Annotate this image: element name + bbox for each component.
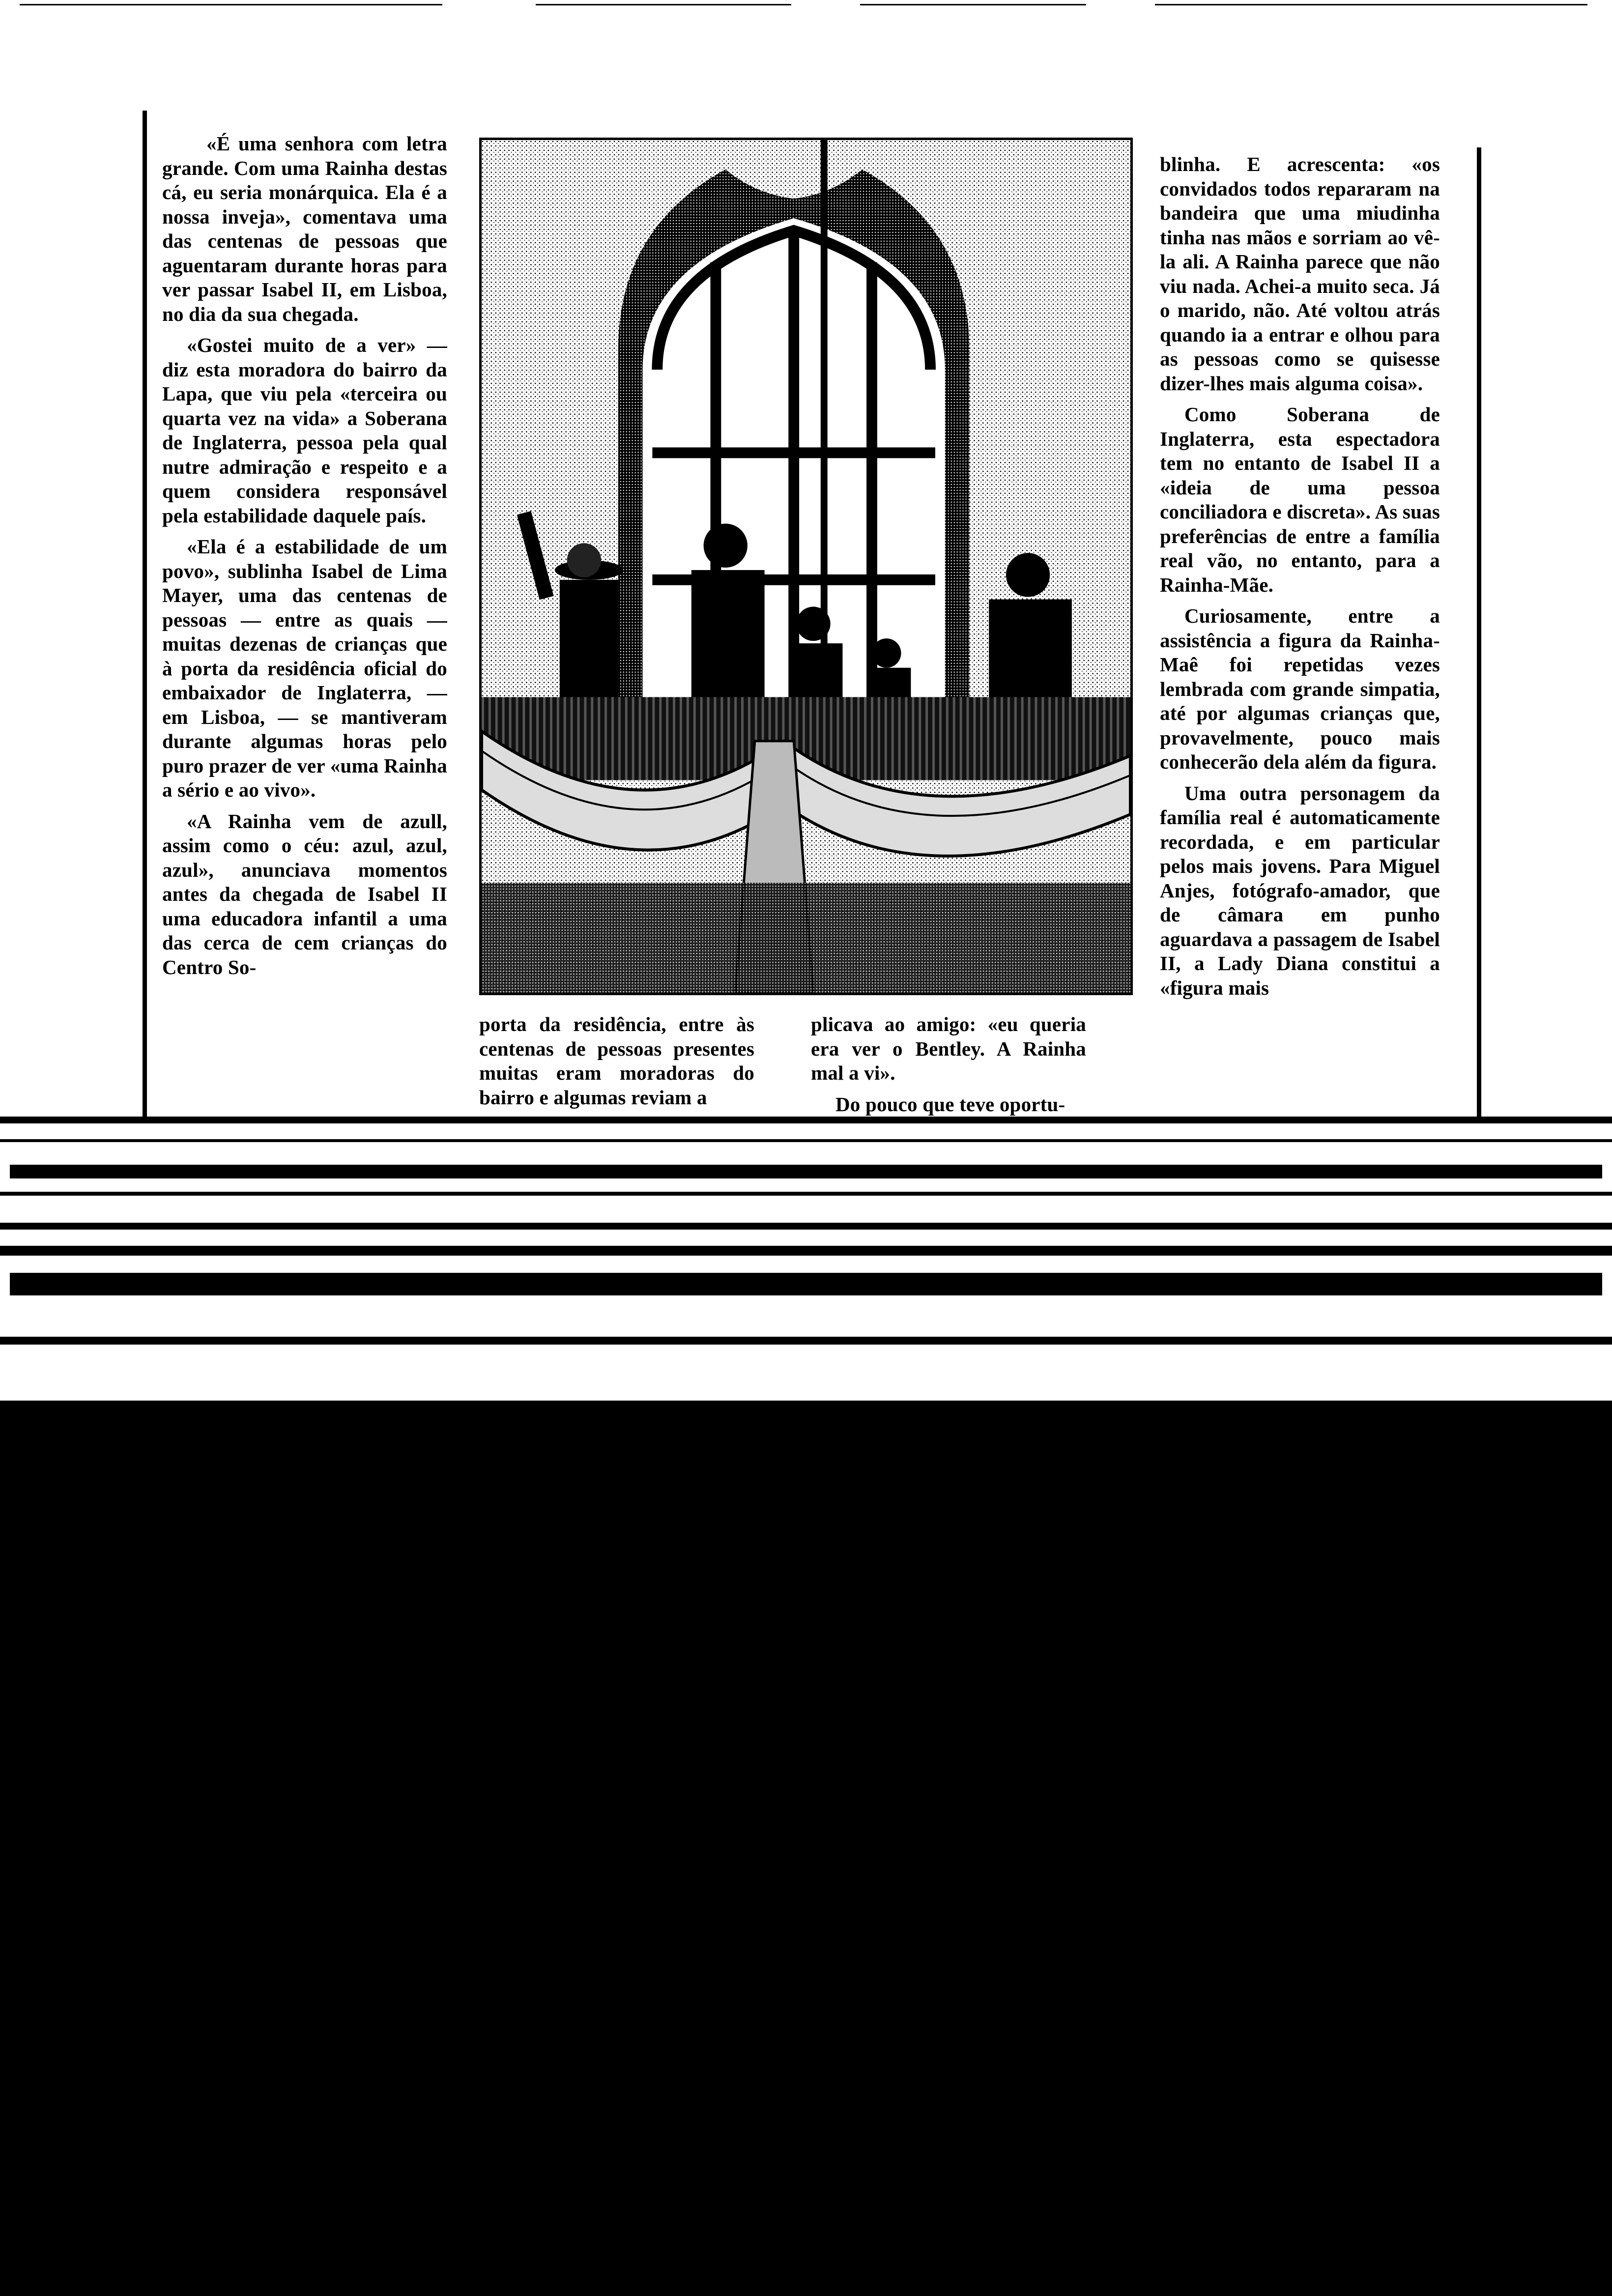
paragraph: «Gostei muito de a ver» — diz esta moradora do bairro da Lapa, que viu pela «terceira ou quarta vez na vida» a Soberana de Inglaterra, pessoa pela qual nutre admiração e respeito e a quem considera responsável pela estabilidade daquele país.	[162, 334, 447, 527]
article-middle-right-column	[811, 1012, 1086, 1123]
top-scan-rule	[20, 4, 442, 5]
paragraph: plicava ao amigo: «eu queria era ver o Bentley. A Rainha mal a vi».	[811, 1013, 1086, 1084]
right-column-rule	[1477, 147, 1481, 1120]
scan-band	[10, 1273, 1602, 1295]
scan-band	[0, 1117, 1612, 1123]
scan-band	[0, 1223, 1612, 1230]
paragraph: Do pouco que teve oportu-	[835, 1092, 1065, 1116]
paragraph: Como Soberana de Inglaterra, esta espectadora tem no entanto de Isabel II a «ideia de uma pessoa conciliadora e discreta». As suas preferências de entre a família real vão, no entanto, para a Rainha-Mãe.	[1160, 403, 1440, 596]
paragraph: «Ela é a estabilidade de um povo», sublinha Isabel de Lima Mayer, uma das centenas de pessoas — entre as quais — muitas dezenas de crianças que à porta da residência oficial do embaixador de Inglaterra, — em Lisboa, — se mantiveram durante algumas horas pelo puro prazer de ver «uma Rainha a sério e ao vivo».	[162, 535, 447, 801]
article-middle-left-column	[479, 1012, 754, 1117]
scan-band	[0, 1337, 1612, 1345]
paragraph: porta da residência, entre às centenas de pessoas presentes muitas eram moradoras do bairro e algumas reviam a	[479, 1013, 754, 1109]
top-scan-rule	[536, 4, 791, 5]
paragraph: «A Rainha vem de azull, assim como o céu: azul, azul, azul», anunciava momentos antes da chegada de Isabel II uma educadora infantil a uma das cerca de cem crianças do Centro So-	[162, 809, 447, 978]
paragraph: «É uma senhora com letra grande. Com uma Rainha destas cá, eu seria monárquica. Ela é a nossa inveja», comentava uma das centenas de pessoas que aguentaram durante horas para ver passar Isabel II, em Lisboa, no dia da sua chegada.	[162, 132, 447, 325]
scan-band	[0, 1139, 1612, 1142]
scan-black-region	[0, 1401, 1612, 2296]
paragraph: Uma outra personagem da família real é automaticamente recordada, e em particular pelos mais jovens. Para Miguel Anjes, fotógrafo-amador, que de câmara em punho aguardava a passagem de Isabel II, a Lady Diana constitui a «figura mais	[1160, 781, 1440, 999]
paragraph: blinha. E acrescenta: «os convidados todos repararam na bandeira que uma miudinha tinha nas mãos e sorriam ao vê-la ali. A Rainha parece que não viu nada. Achei-a muito seca. Já o marido, não. Até voltou atrás quando ia a entrar e olhou para as pessoas como se quisesse dizer-lhes mais alguma coisa».	[1160, 153, 1440, 395]
top-scan-rule	[860, 4, 1086, 5]
scan-band	[10, 1165, 1602, 1178]
news-photo	[479, 138, 1133, 995]
left-column-rule	[143, 111, 147, 1118]
article-right-column	[1160, 152, 1440, 1007]
scan-band	[0, 1246, 1612, 1256]
paragraph: Curiosamente, entre a assistência a figura da Rainha-Maê foi repetidas vezes lembrada com grande simpatia, até por algumas crianças que, provavelmente, pouco mais conhecerão dela além da figura.	[1160, 604, 1440, 773]
photo-balcony-crowd-icon	[482, 140, 1130, 993]
top-scan-rule	[1155, 4, 1587, 5]
scan-band	[0, 1192, 1612, 1196]
article-left-column	[162, 132, 447, 986]
